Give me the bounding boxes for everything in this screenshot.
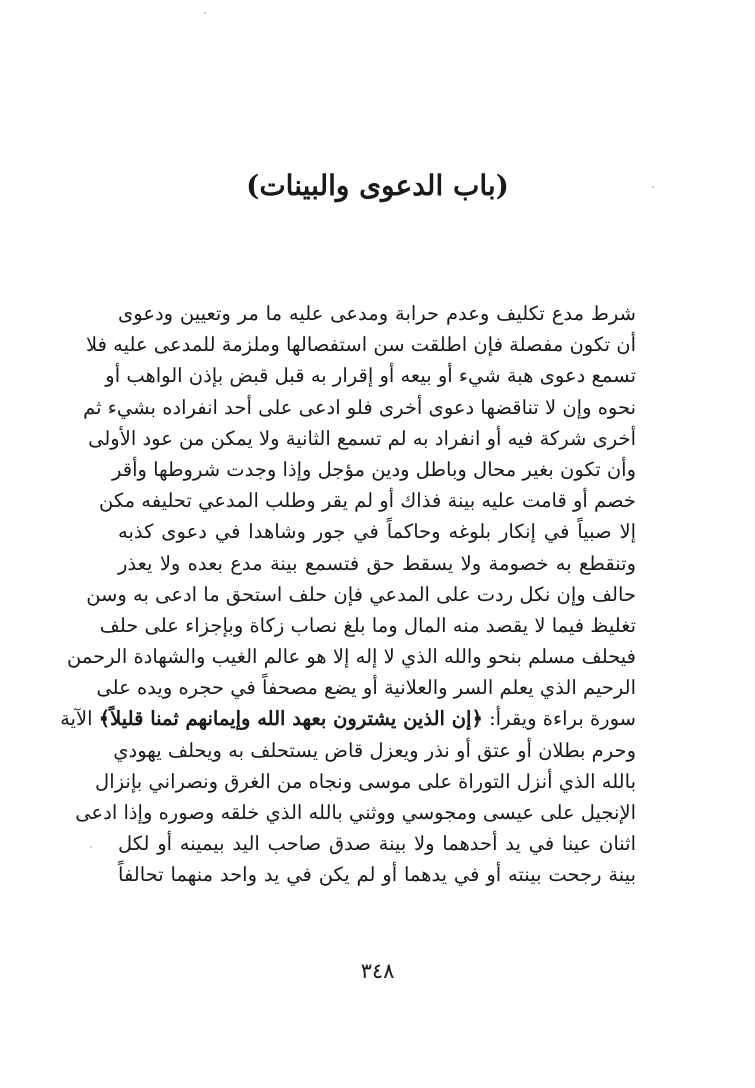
body-text	[60, 298, 636, 891]
text-line: تغليظ فيما لا يقصد منه المال وما بلغ نصاب زكاة وبإجزاء على حلف	[99, 613, 636, 637]
page-number: ٣٤٨	[360, 959, 395, 983]
text-line: أخرى شركة فيه أو انفراد به لم تسمع الثانية ولا يمكن من عود الأولى	[88, 426, 636, 450]
text-line: شرط مدع تكليف وعدم حرابة ومدعى عليه ما مر وتعيين ودعوى	[118, 302, 636, 325]
text-line: وأن تكون بغير محال وباطل ودين مؤجل وإذا وجدت شروطها وأقر	[111, 457, 636, 481]
text-line: الإنجيل على عيسى ومجوسي ووثني بالله الذي خلقه وصوره وإذا ادعى	[75, 801, 636, 824]
quote-line-before: سورة براءة ويقرأ:	[482, 707, 636, 731]
chapter-title: (باب الدعوى والبينات)	[246, 169, 509, 202]
text-line: الرحيم الذي يعلم السر والعلانية أو يضع مصحفاً في حجره ويده على	[96, 676, 636, 700]
text-line: وتنقطع به خصومة ولا يسقط حق فتسمع بينة مدع بعده ولا يعذر	[118, 551, 636, 575]
text-line: اثنان عينا في يد أحدهما ولا بينة صدق صاحب اليد بيمينه أو لكل	[118, 832, 636, 856]
text-line: بالله الذي أنزل التوراة على موسى ونجاه من الغرق ونصراني بإنزال	[95, 769, 636, 793]
paper-speck	[204, 12, 206, 14]
text-line: وحرم بطلان أو عتق أو نذر ويعزل قاض يستحلف به ويحلف يهودي	[113, 738, 636, 762]
text-line: تسمع دعوى هبة شيء أو بيعه أو إقرار به قبل قبض بإذن الواهب أو	[105, 364, 636, 388]
text-line: أن تكون مفصلة فإن اطلقت سن استفصالها وملزمة للمدعى عليه فلا	[86, 333, 636, 357]
text-line: إلا صبياً في إنكار بلوغه وحاكماً في جور وشاهدا في دعوى كذبه	[118, 520, 636, 544]
text-line: فيحلف مسلم بنحو والله الذي لا إله إلا هو عالم الغيب والشهادة الرحمن	[66, 645, 636, 669]
quote-line-after: الآية	[60, 707, 99, 731]
text-line: نحوه وإن لا تناقضها دعوى أخرى فلو ادعى على أحد انفراده بشيء ثم	[83, 395, 636, 419]
text-line: بينة رجحت بينته أو في يدهما أو لم يكن في يد واحد منهما تحالفاً	[118, 863, 636, 887]
text-line: حالف وإن نكل ردت على المدعي فإن حلف استحق ما ادعى به وسن	[86, 582, 636, 606]
text-line: خصم أو قامت عليه بينة فذاك أو لم يقر وطلب المدعي تحليفه مكن	[99, 489, 636, 513]
paper-speck	[652, 186, 654, 188]
quran-quote: ﴿إن الذين يشترون بعهد الله وإيمانهم ثمنا قليلاً﴾	[98, 707, 483, 731]
quote-line	[60, 703, 636, 734]
paper-speck	[90, 846, 92, 848]
